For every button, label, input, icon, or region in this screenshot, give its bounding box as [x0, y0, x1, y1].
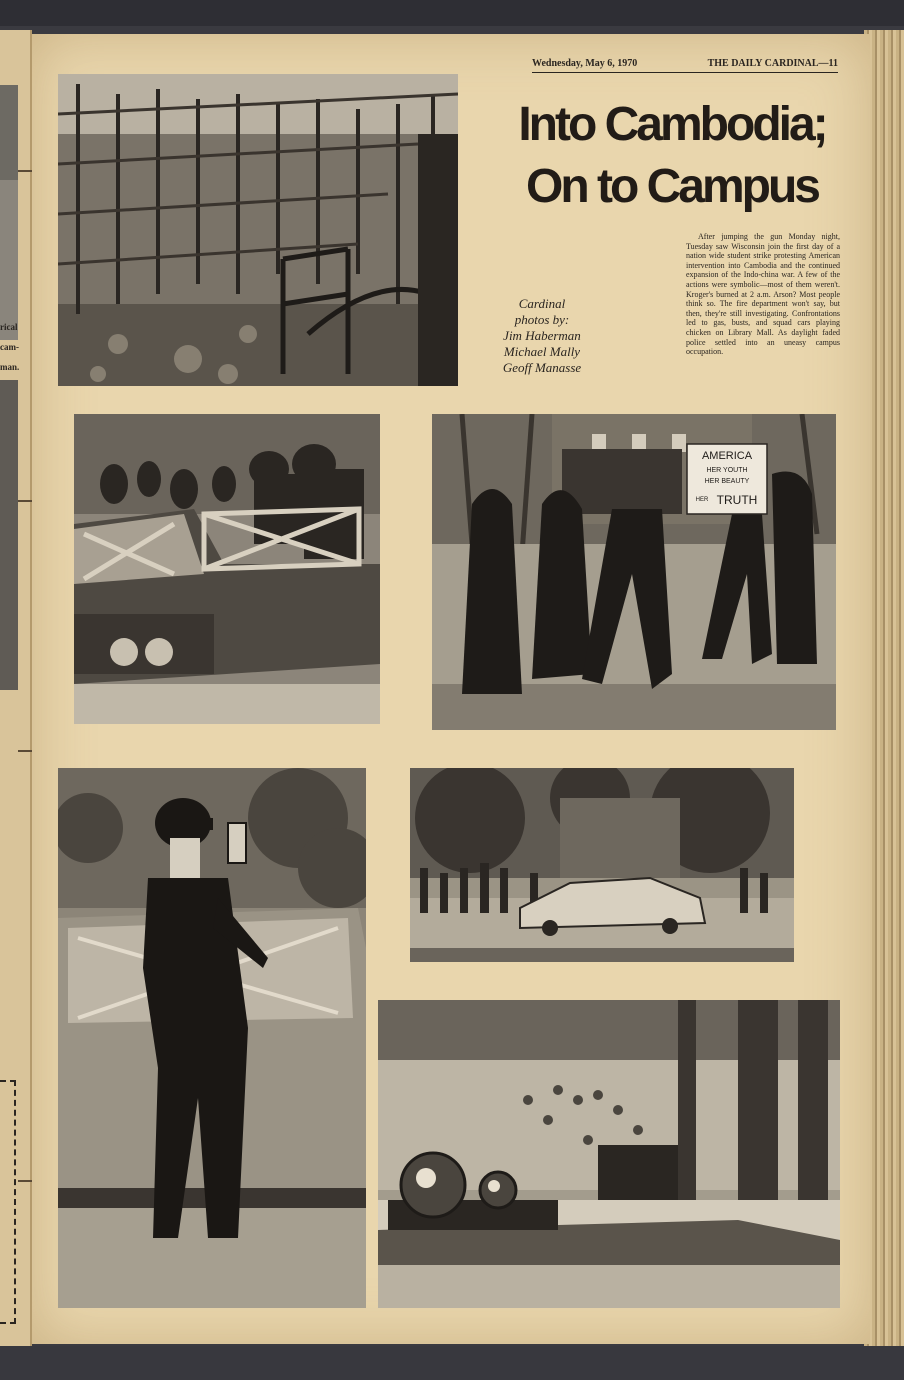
photo-credits	[472, 296, 612, 376]
previous-page-strip	[0, 30, 32, 1350]
binding-stitch	[18, 1180, 32, 1182]
previous-page-text-fragment: rical	[0, 322, 18, 332]
binding-stitch	[18, 170, 32, 172]
photo-squad-car-mall	[378, 1000, 840, 1308]
paper-name-page-number: THE DAILY CARDINAL—11	[707, 58, 838, 69]
photo-street-crowd	[410, 768, 794, 962]
binding-shadow-bottom	[0, 1346, 904, 1380]
issue-date: Wednesday, May 6, 1970	[532, 58, 638, 69]
photo-coffin-procession	[432, 414, 836, 730]
previous-page-dashed-box	[0, 1080, 16, 1324]
binding-stitch	[18, 500, 32, 502]
sign-line: AMERICA	[701, 450, 753, 462]
credit-line: Cardinal	[518, 296, 566, 311]
previous-page-photo-top	[0, 85, 18, 180]
protest-sign	[687, 444, 767, 514]
credit-photographer: Geoff Manasse	[502, 360, 582, 375]
sign-line: HER	[695, 497, 709, 503]
photo-police-car	[74, 414, 380, 724]
newspaper-page	[32, 34, 870, 1344]
credit-photographer: Jim Haberman	[503, 328, 581, 343]
previous-page-photo-mid	[0, 180, 18, 340]
previous-page-photo-bottom	[0, 380, 18, 690]
sign-line: HER BEAUTY	[704, 478, 750, 485]
previous-page-text-fragment: man.	[0, 362, 20, 372]
credit-photographer: Michael Mally	[503, 344, 581, 359]
headline	[502, 94, 842, 218]
sign-line: TRUTH	[716, 493, 758, 507]
binding-stitch	[18, 750, 32, 752]
masthead	[532, 56, 838, 73]
binding-shadow-top	[0, 0, 904, 26]
previous-page-text-fragment: cam-	[0, 342, 19, 352]
page-stack-edge	[864, 30, 904, 1346]
photo-burned-building	[58, 74, 458, 386]
story-text: After jumping the gun Monday night, Tuesday saw Wisconsin join the first day of a nation wide student strike protesting American intervention into Cambodia and the continued expansion of the Indo-china war. A few of the actions were symbolic—most of them weren't. Kroger's burned at 2 a.m. Arson? Most people think so. The fire department won't say, but then, they're still investigating. Confrontations led to gas, busts, and squad cars playing chicken on Library Mall. As daylight faded police settled into an uneasy campus occupation.	[686, 232, 840, 357]
headline-line-2: On to Campus	[525, 160, 818, 213]
photo-officer-leaning	[58, 768, 366, 1308]
sign-line: HER YOUTH	[706, 467, 748, 474]
headline-line-1: Into Cambodia;	[518, 98, 826, 151]
credit-line: photos by:	[514, 312, 570, 327]
